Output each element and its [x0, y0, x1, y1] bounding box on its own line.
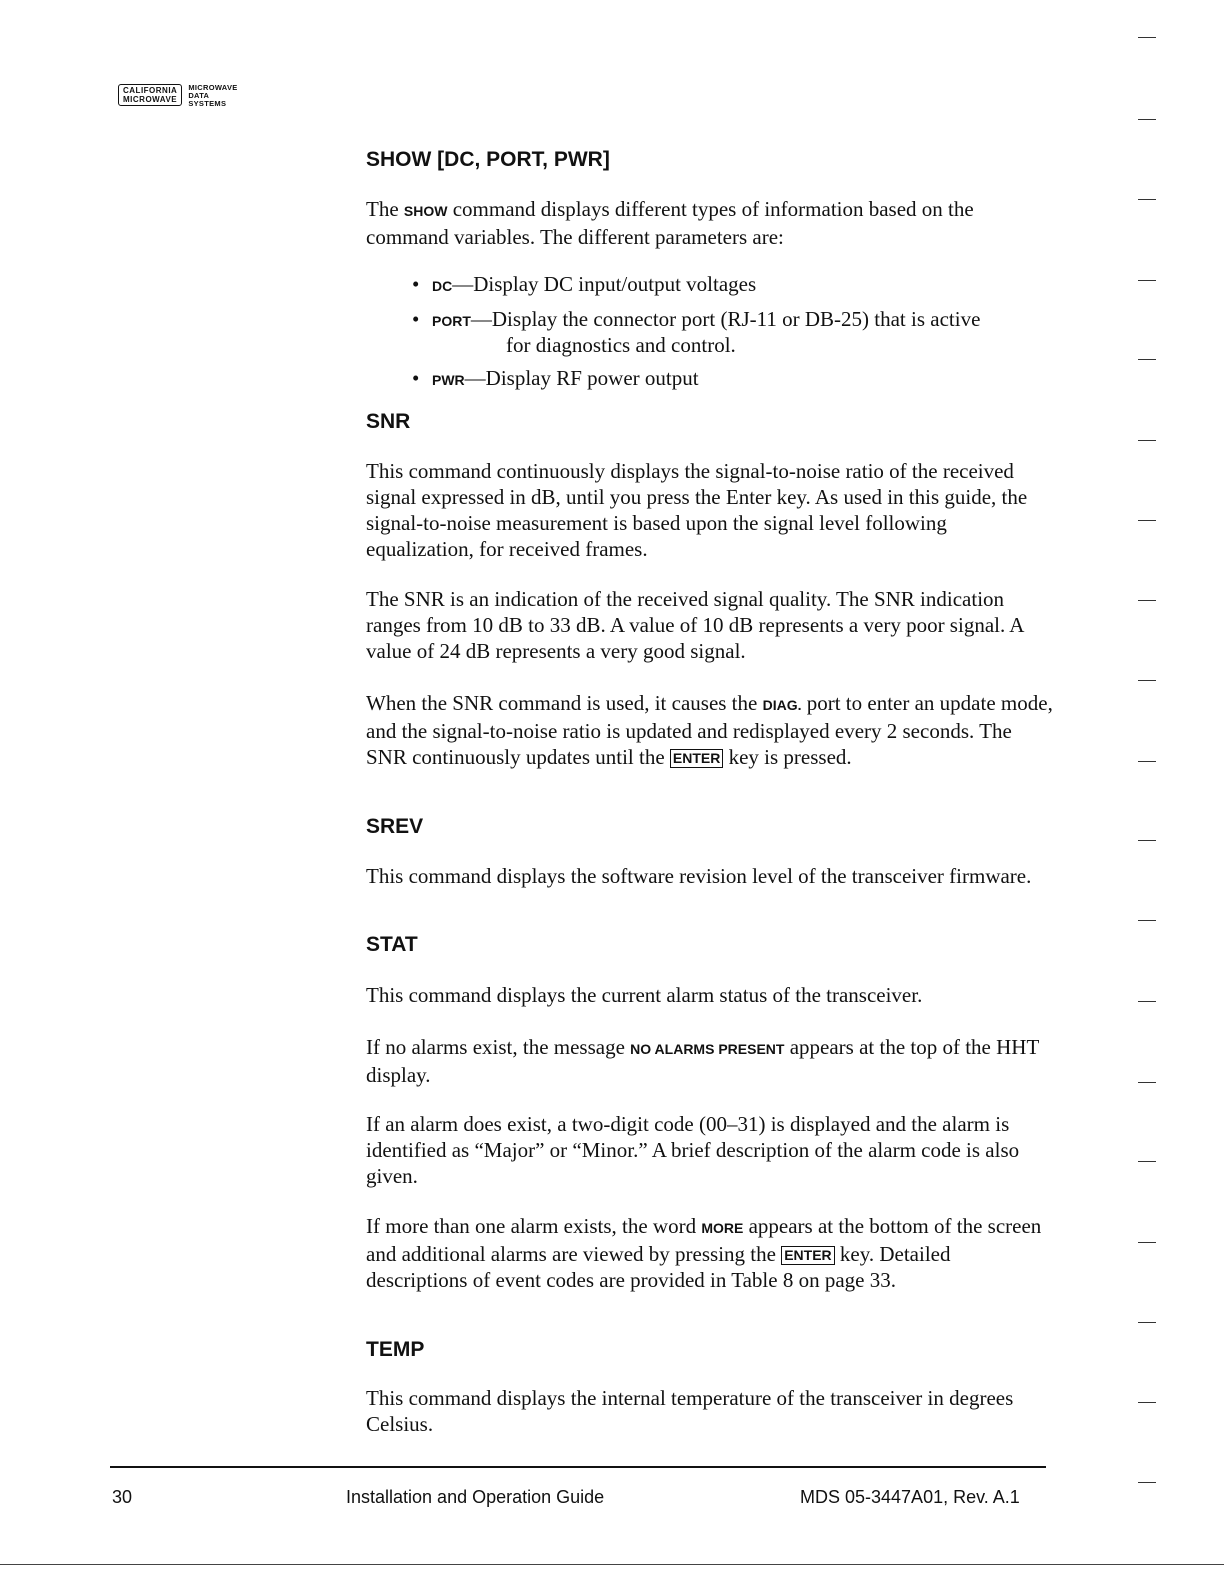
- text-run: key is pressed.: [723, 745, 852, 769]
- section-heading-temp: TEMP: [366, 1338, 425, 1361]
- margin-mark: [1138, 1001, 1156, 1002]
- logo-text-line: SYSTEMS: [188, 99, 227, 108]
- stat-paragraph-1: This command displays the current alarm status of the transceiver.: [366, 983, 923, 1007]
- list-item: [410, 307, 1060, 357]
- text-run: key. Detailed descriptions of event codes are provided in Table 8 on page 33.: [366, 1242, 951, 1292]
- text-run: The: [366, 197, 404, 221]
- margin-mark: [1138, 1082, 1156, 1083]
- stat-paragraph-4: [366, 1213, 1056, 1293]
- command-name: PWR: [432, 372, 465, 388]
- list-item-continuation: for diagnostics and control.: [506, 333, 736, 357]
- bullet-icon: •: [412, 272, 420, 296]
- margin-mark: [1138, 1402, 1156, 1403]
- margin-mark: [1138, 1161, 1156, 1162]
- command-name: DC: [432, 278, 453, 294]
- text-run: When the SNR command is used, it causes the: [366, 691, 763, 715]
- margin-mark: [1138, 37, 1156, 38]
- footer-title: Installation and Operation Guide: [346, 1487, 605, 1507]
- section-heading-srev: SREV: [366, 815, 424, 838]
- show-intro: [366, 196, 1056, 250]
- snr-paragraph-3: [366, 690, 1056, 770]
- list-item: [410, 272, 1060, 298]
- text-run: command displays different types of information based on the command variables. The different parameters are:: [366, 197, 974, 249]
- margin-mark: [1138, 840, 1156, 841]
- margin-mark: [1138, 1242, 1156, 1243]
- list-item-text: —Display the connector port (RJ-11 or DB-25) that is active: [470, 307, 981, 331]
- margin-mark: [1138, 1322, 1156, 1323]
- scan-edge-line: [0, 1564, 1224, 1565]
- srev-paragraph: This command displays the software revision level of the transceiver firmware.: [366, 864, 1032, 888]
- logo-wordmark: [188, 84, 237, 108]
- section-heading-show: SHOW [DC, PORT, PWR]: [366, 148, 610, 171]
- bullet-icon: •: [412, 307, 420, 331]
- logo-text-line: MICROWAVE: [188, 83, 238, 92]
- list-item-text: —Display RF power output: [464, 366, 699, 390]
- company-logo: [118, 84, 238, 108]
- text-run: appears at the bottom of the screen and additional alarms are viewed by pressing the: [366, 1214, 1042, 1266]
- page-number: 30: [112, 1487, 133, 1507]
- footer-rule: [110, 1466, 1046, 1468]
- show-parameter-list: [410, 272, 1060, 401]
- margin-mark: [1138, 359, 1156, 360]
- section-heading-snr: SNR: [366, 410, 411, 433]
- margin-mark: [1138, 119, 1156, 120]
- command-name: PORT: [432, 313, 471, 329]
- logo-text-line: DATA: [188, 91, 210, 100]
- margin-mark: [1138, 520, 1156, 521]
- text-run: port to enter an update mode, and the signal-to-noise ratio is updated and redisplayed every 2 seconds. The SNR continuously updates until the: [366, 691, 1053, 769]
- margin-mark: [1138, 1482, 1156, 1483]
- margin-mark: [1138, 761, 1156, 762]
- list-item: [410, 366, 1060, 392]
- margin-mark: [1138, 600, 1156, 601]
- footer-doc-id: MDS 05-3447A01, Rev. A.1: [800, 1487, 1020, 1507]
- stat-paragraph-2: [366, 1034, 1056, 1088]
- command-name: DIAG.: [762, 697, 802, 713]
- text-run: If no alarms exist, the message: [366, 1035, 631, 1059]
- command-name: MORE: [701, 1220, 744, 1236]
- margin-mark: [1138, 920, 1156, 921]
- list-item-text: —Display DC input/output voltages: [452, 272, 757, 296]
- logo-box-line: MICROWAVE: [123, 95, 178, 104]
- section-heading-stat: STAT: [366, 933, 418, 956]
- margin-mark: [1138, 280, 1156, 281]
- bullet-icon: •: [412, 366, 420, 390]
- margin-mark: [1138, 440, 1156, 441]
- logo-box: [118, 84, 182, 106]
- logo-box-line: CALIFORNIA: [123, 86, 178, 95]
- command-name: SHOW: [403, 203, 448, 219]
- text-run: If more than one alarm exists, the word: [366, 1214, 702, 1238]
- enter-key-label: ENTER: [781, 1246, 834, 1265]
- temp-paragraph: This command displays the internal temperature of the transceiver in degrees Celsius.: [366, 1386, 1014, 1436]
- snr-paragraph-1: This command continuously displays the signal-to-noise ratio of the received signal expressed in dB, until you press the Enter key. As used in this guide, the signal-to-noise measurement is based upon the signal level following equalization, for received frames.: [366, 459, 1028, 561]
- stat-paragraph-3: If an alarm does exist, a two-digit code (00–31) is displayed and the alarm is identified as “Major” or “Minor.” A brief description of the alarm code is also given.: [366, 1112, 1020, 1188]
- enter-key-label: ENTER: [670, 749, 723, 768]
- margin-mark: [1138, 199, 1156, 200]
- snr-paragraph-2: The SNR is an indication of the received signal quality. The SNR indication ranges from 10 dB to 33 dB. A value of 10 dB represents a very poor signal. A value of 24 dB represents a very good signal.: [366, 587, 1024, 663]
- text-run: appears at the top of the HHT display.: [366, 1035, 1039, 1087]
- command-name: NO ALARMS PRESENT: [630, 1041, 785, 1057]
- margin-mark: [1138, 680, 1156, 681]
